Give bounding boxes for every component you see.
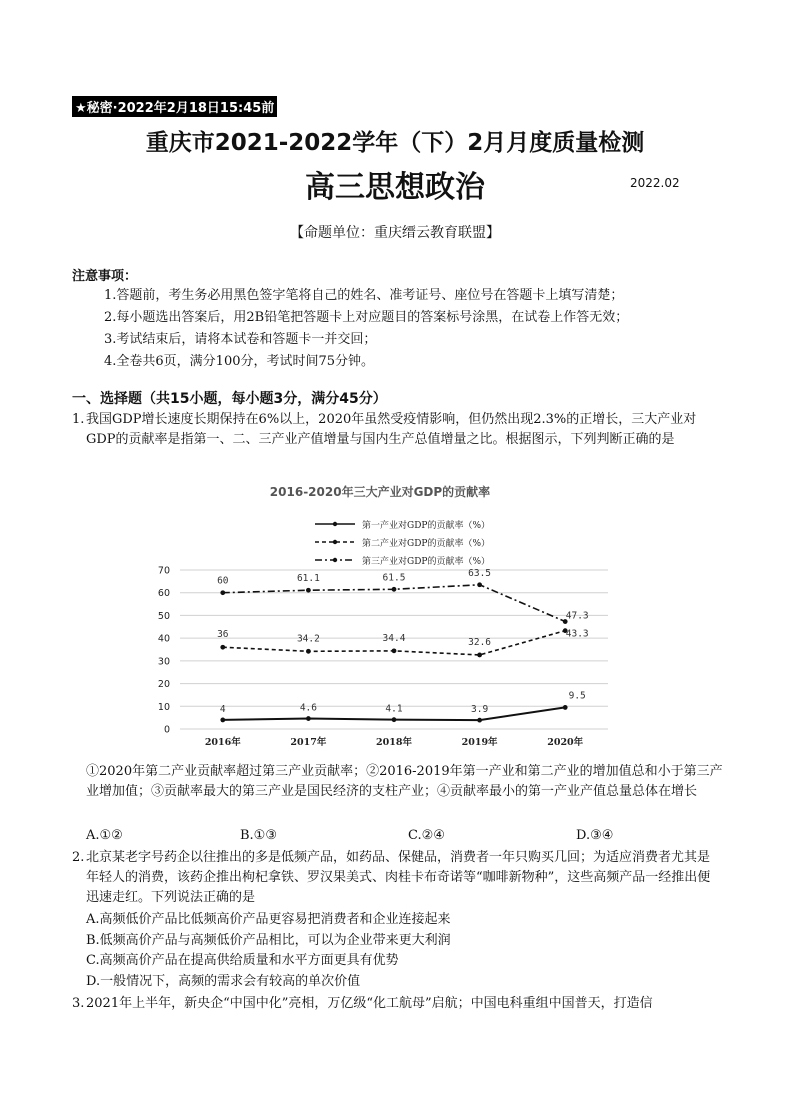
data-point xyxy=(306,588,311,593)
data-label: 47.3 xyxy=(565,610,589,622)
note-item: 3.考试结束后，请将本试卷和答题卡一并交回； xyxy=(104,332,377,347)
question-number: 3. xyxy=(72,996,85,1011)
option-a[interactable]: A.高频低价产品比低频高价产品更容易把消费者和企业连接起来 xyxy=(86,912,451,927)
data-label: 61.1 xyxy=(296,573,320,585)
data-point xyxy=(220,645,225,650)
data-label: 4.1 xyxy=(385,703,403,715)
notes-list xyxy=(104,285,628,373)
legend-entry: 第三产业对GDP的贡献率（%） xyxy=(362,557,491,567)
question-2-options xyxy=(86,910,451,992)
y-tick-label: 60 xyxy=(157,588,170,600)
data-point xyxy=(563,705,568,710)
legend-entry: 第二产业对GDP的贡献率（%） xyxy=(362,539,491,549)
data-label: 3.9 xyxy=(471,704,489,716)
data-label: 32.6 xyxy=(468,636,492,648)
legend-marker xyxy=(333,522,337,526)
question-2 xyxy=(72,848,722,908)
data-point xyxy=(306,716,311,721)
data-label: 63.5 xyxy=(468,567,492,579)
y-tick-label: 30 xyxy=(157,656,170,668)
y-tick-label: 10 xyxy=(157,701,170,713)
option-b[interactable]: B.低频高价产品与高频低价产品相比，可以为企业带来更大利润 xyxy=(86,932,451,948)
x-tick-label: 2018年 xyxy=(376,737,412,748)
question-number: 2. xyxy=(72,850,85,865)
exam-date: 2022.02 xyxy=(630,176,680,190)
y-tick-label: 50 xyxy=(157,610,170,622)
issuing-unit: 【命题单位：重庆缙云教育联盟】 xyxy=(290,225,500,241)
option-d[interactable]: D.③④ xyxy=(576,828,614,843)
x-tick-label: 2020年 xyxy=(547,737,584,748)
option-b[interactable]: B.①③ xyxy=(240,828,277,843)
data-label: 34.4 xyxy=(382,632,406,644)
note-item: 2.每小题选出答案后，用2B铅笔把答题卡上对应题目的答案标号涂黑，在试卷上作答无效； xyxy=(104,310,629,325)
data-point xyxy=(477,653,482,658)
note-item: 4.全卷共6页，满分100分，考试时间75分钟。 xyxy=(104,354,375,369)
data-label: 43.3 xyxy=(565,628,589,640)
data-label: 60 xyxy=(217,575,229,587)
data-point xyxy=(392,717,397,722)
data-label: 9.5 xyxy=(568,690,586,702)
note-item: 1.答题前，考生务必用黑色签字笔将自己的姓名、准考证号、座位号在答题卡上填写清楚； xyxy=(104,288,624,303)
question-stem: 北京某老字号药企以往推出的多是低频产品，如药品、保健品，消费者一年只购买几回；为适应消费者尤其是年轻人的消费，该药企推出枸杞拿铁、罗汉果美式、肉桂卡布奇诺等“咖啡新物种”，这些高频产品一经推出便迅速走红。下列说法正确的是 xyxy=(86,850,711,905)
data-point xyxy=(306,649,311,654)
data-label: 36 xyxy=(217,629,229,641)
y-tick-label: 0 xyxy=(163,724,170,736)
exam-title: 重庆市2021-2022学年（下）2月月度质量检测 xyxy=(145,130,645,156)
legend-entry: 第一产业对GDP的贡献率（%） xyxy=(362,521,491,531)
question-stem: 2021年上半年，新央企“中国中化”亮相，万亿级“化工航母”启航；中国电科重组中国普天，打造信 xyxy=(86,996,653,1011)
data-label: 61.5 xyxy=(382,572,406,584)
data-point xyxy=(220,718,225,723)
question-1-statements: ①2020年第二产业贡献率超过第三产业贡献率；②2016-2019年第一产业和第二产业的增加值总和小于第三产业增加值；③贡献率最大的第三产业是国民经济的支柱产业；④贡献率最小的第一产业产值总量总体在增长 xyxy=(86,764,723,799)
subject-title: 高三思想政治 xyxy=(305,170,485,205)
section-heading: 一、选择题（共15小题，每小题3分，满分45分） xyxy=(72,391,387,407)
data-point xyxy=(477,718,482,723)
question-3 xyxy=(72,994,722,1014)
legend-marker xyxy=(333,540,337,544)
data-point xyxy=(220,590,225,595)
data-point xyxy=(477,582,482,587)
x-tick-label: 2017年 xyxy=(290,737,327,748)
y-tick-label: 70 xyxy=(157,565,170,577)
option-c[interactable]: C.②④ xyxy=(408,828,445,843)
option-a[interactable]: A.①② xyxy=(86,828,123,843)
confidential-label: ★秘密·2022年2月18日15:45前 xyxy=(72,96,277,117)
data-point xyxy=(392,587,397,592)
data-point xyxy=(392,648,397,653)
option-c[interactable]: C.高频高价产品在提高供给质量和水平方面更具有优势 xyxy=(86,953,399,968)
chart-title: 2016-2020年三大产业对GDP的贡献率 xyxy=(269,485,491,499)
question-stem: 我国GDP增长速度长期保持在6%以上，2020年虽然受疫情影响，但仍然出现2.3%的正增长，三大产业对GDP的贡献率是指第一、二、三产业产值增量与国内生产总值增量之比。根据图示，下列判断正确的是 xyxy=(86,412,697,447)
gdp-contribution-chart xyxy=(140,478,620,754)
question-number: 1. xyxy=(72,412,85,427)
data-label: 4 xyxy=(219,703,226,715)
data-label: 34.2 xyxy=(296,633,320,645)
notes-heading: 注意事项： xyxy=(72,269,138,284)
y-tick-label: 40 xyxy=(157,633,170,645)
option-d[interactable]: D.一般情况下，高频的需求会有较高的单次价值 xyxy=(86,973,361,989)
y-tick-label: 20 xyxy=(157,679,170,691)
data-label: 4.6 xyxy=(299,702,317,714)
question-1 xyxy=(72,410,722,450)
x-tick-label: 2019年 xyxy=(461,737,498,748)
legend-marker xyxy=(333,558,337,562)
x-tick-label: 2016年 xyxy=(204,737,241,748)
